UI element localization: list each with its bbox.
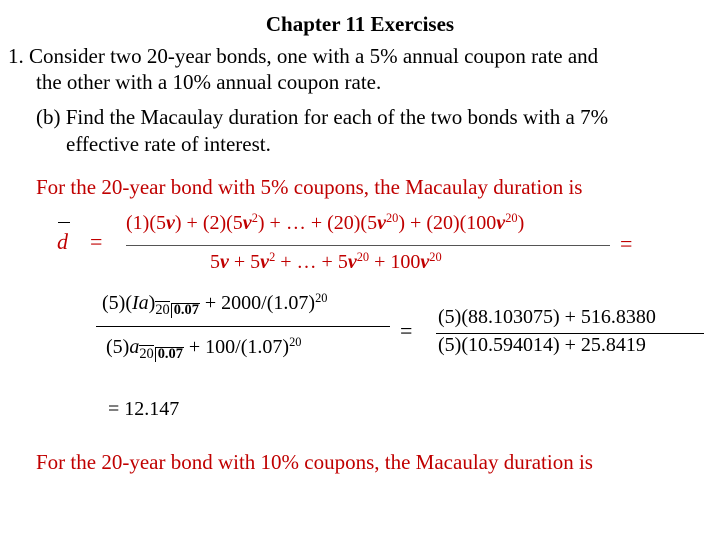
equals-sign-3: = [400,318,413,343]
equals-sign-2: = [620,231,633,256]
solution-intro-5pct: For the 20-year bond with 5% coupons, the Macaulay duration is [36,175,583,199]
fraction-3-numerator: (5)(88.103075) + 516.8380 [438,306,656,328]
problem-part-b-line-2: effective rate of interest. [66,132,271,156]
fraction-3-denominator: (5)(10.594014) + 25.8419 [438,334,646,356]
fraction-1-numerator: $(1)(5v) + (2)(5v^2)$ + … + $(20)(5v^{20}) + (20)(100v^{20})$ [126,211,525,234]
fraction-2-bar [96,326,390,327]
d-bar [58,222,70,223]
result-value: = 12.147 [108,398,180,420]
fraction-2-numerator: $(5)(Ia)_{20 0.07} + 2000/(1.07)^{20}$ [102,291,328,319]
fraction-1-denominator: $5v + 5v^2$ + … + $5v^{20} + 100v^{20}$ [210,250,442,273]
equals-sign-1: = [90,229,103,254]
page-title: Chapter 11 Exercises [265,12,455,36]
macaulay-duration-symbol: d [57,229,68,254]
fraction-2-denominator: $(5)a_{20 0.07} + 100/(1.07)^{20}$ [106,335,302,363]
solution-intro-10pct: For the 20-year bond with 10% coupons, the Macaulay duration is [36,450,593,474]
problem-line-1: 1. Consider two 20-year bonds, one with a 5% annual coupon rate and [8,44,599,68]
problem-part-b-line-1: (b) Find the Macaulay duration for each of the two bonds with a 7% [36,105,609,129]
problem-line-2: the other with a 10% annual coupon rate. [36,70,382,94]
fraction-1-bar [126,245,610,246]
